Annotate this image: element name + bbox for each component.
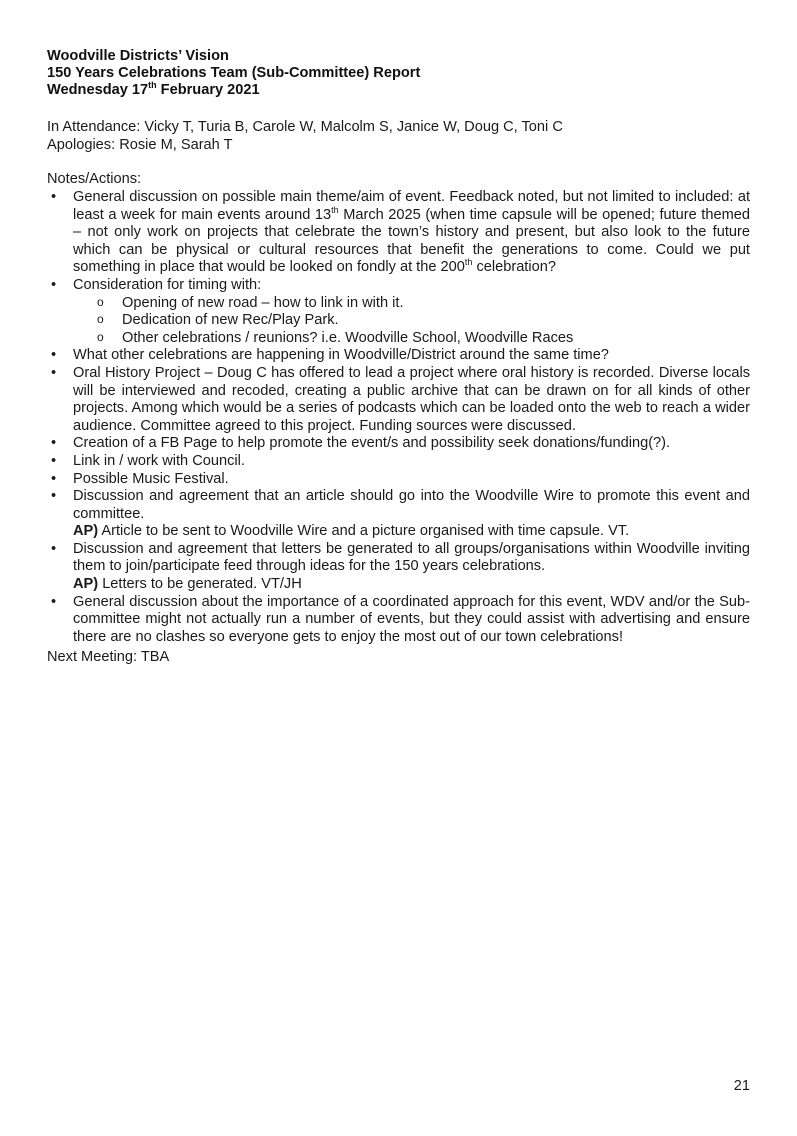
- report-date: Wednesday 17th February 2021: [47, 80, 260, 98]
- attendance-block: [47, 119, 767, 154]
- list-item: • Oral History Project – Doug C has offered to lead a project where oral history is recorded. Diverse locals will be interviewed and recoded, creating a public archive that can be drawn on for all kinds of other projects. Among which would be a series of podcasts which can be loaded onto the web to reach a wider audience. Committee agreed to this project. Funding sources were discussed.: [47, 365, 750, 435]
- apologies-line: Apologies: Rosie M, Sarah T: [47, 136, 233, 153]
- sub-list-item: o Dedication of new Rec/Play Park.: [73, 312, 750, 330]
- list-item: • Consideration for timing with: o Opening of new road – how to link in with it. o Dedication of new Rec/Play Park. o Other celebrations / reunions? i.e. Woodville School, Woodville Races: [47, 277, 750, 347]
- list-item: • General discussion about the importance of a coordinated approach for this event, WDV and/or the Sub-committee might not actually run a number of events, but they could assist with advertising and ensure there are no clashes so everyone gets to enjoy the most out of our town celebrations!: [47, 594, 750, 647]
- timing-sublist: [73, 295, 750, 348]
- report-header: [47, 48, 767, 99]
- notes-list: [47, 189, 750, 646]
- list-item: • Link in / work with Council.: [47, 453, 750, 471]
- org-title: Woodville Districts’ Vision: [47, 48, 229, 64]
- next-meeting: Next Meeting: TBA: [47, 649, 170, 665]
- list-item: • Discussion and agreement that an article should go into the Woodville Wire to promote this event and committee. AP) Article to be sent to Woodville Wire and a picture organised with time capsule. VT.: [47, 488, 750, 541]
- list-item: • General discussion on possible main theme/aim of event. Feedback noted, but not limited to included: at least a week for main events around 13th March 2025 (when time capsule will be opened; future themed – not only work on projects that celebrate the town’s history and present, but also look to the future which can be physical or cultural resources that benefit the generations to come. Could we put something in place that would be looked on fondly at the 200th celebration?: [47, 189, 750, 277]
- sub-list-item: o Opening of new road – how to link in with it.: [73, 295, 750, 313]
- action-point: AP) Letters to be generated. VT/JH: [73, 576, 302, 593]
- attendance-line: In Attendance: Vicky T, Turia B, Carole W, Malcolm S, Janice W, Doug C, Toni C: [47, 119, 563, 135]
- list-item: • Creation of a FB Page to help promote the event/s and possibility seek donations/funding(?).: [47, 435, 750, 453]
- list-item: • Discussion and agreement that letters be generated to all groups/organisations within Woodville inviting them to join/participate feed through ideas for the 150 years celebrations. AP) Letters to be generated. VT/JH: [47, 541, 750, 594]
- page-number: 21: [733, 1078, 750, 1094]
- report-title: 150 Years Celebrations Team (Sub-Committee) Report: [47, 65, 421, 81]
- list-item: • What other celebrations are happening in Woodville/District around the same time?: [47, 347, 750, 365]
- list-item: • Possible Music Festival.: [47, 471, 750, 489]
- notes-heading: Notes/Actions:: [47, 171, 142, 187]
- action-point: AP) Article to be sent to Woodville Wire and a picture organised with time capsule. VT.: [73, 523, 630, 540]
- sub-list-item: o Other celebrations / reunions? i.e. Woodville School, Woodville Races: [73, 330, 750, 348]
